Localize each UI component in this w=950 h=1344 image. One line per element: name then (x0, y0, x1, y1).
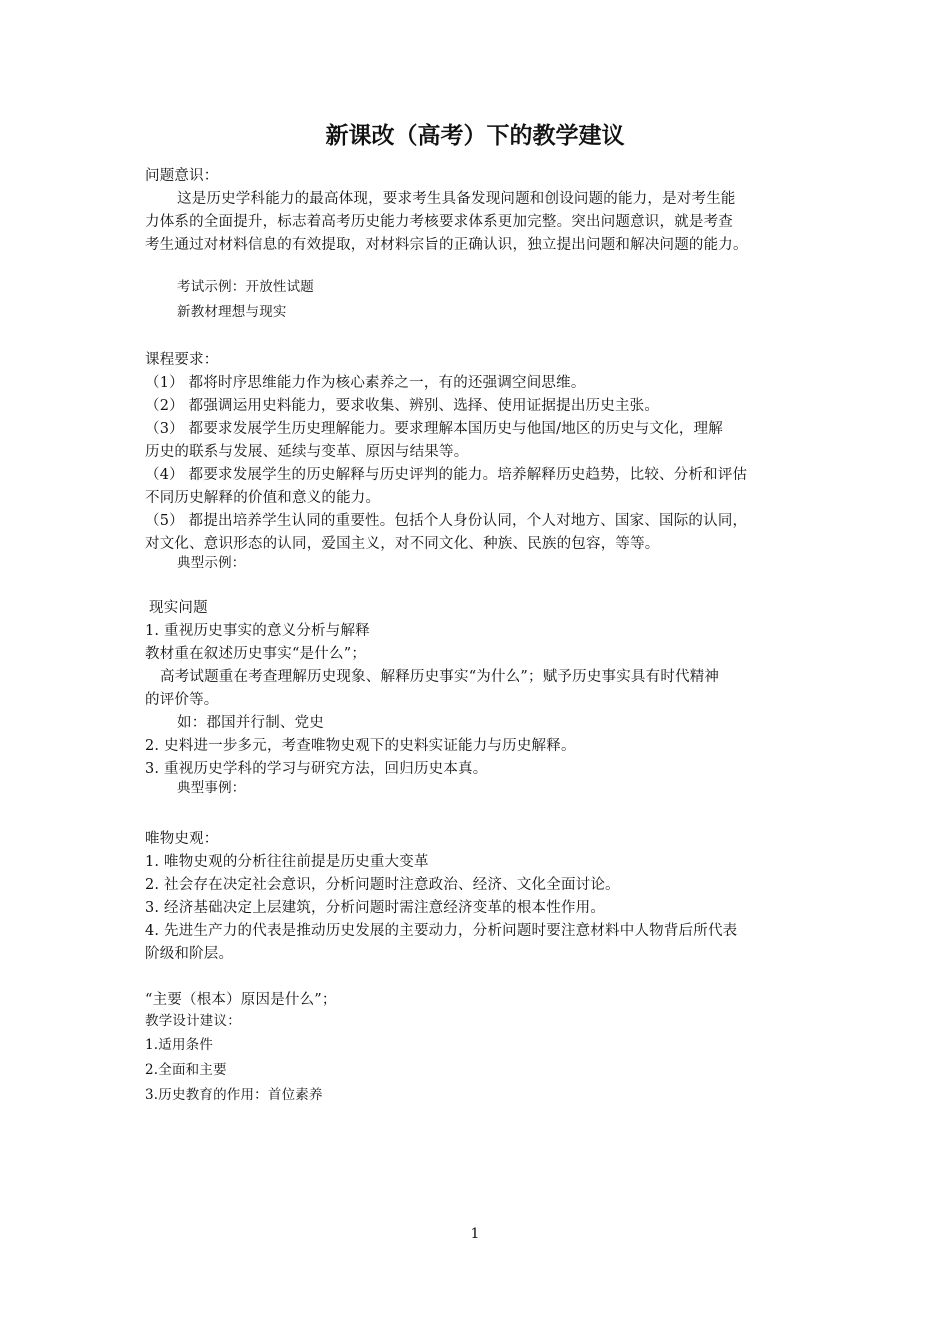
list-item: （5） 都提出培养学生认同的重要性。包括个人身份认同，个人对地方、国家、国际的认同， (145, 513, 748, 529)
section-heading-design: 教学设计建议： (145, 1013, 241, 1029)
paragraph-line: 的评价等。 (145, 692, 219, 708)
list-item: （2） 都强调运用史料能力，要求收集、辨别、选择、使用证据提出历史主张。 (145, 398, 660, 414)
exam-example-label: 考试示例：开放性试题 (177, 279, 314, 295)
list-item: 4. 先进生产力的代表是推动历史发展的主要动力，分析问题时要注意材料中人物背后所代表 (145, 923, 738, 939)
section-heading-reality: 现实问题 (149, 600, 208, 616)
quote-line: “主要（根本）原因是什么”； (145, 992, 337, 1008)
list-item: 3.历史教育的作用：首位素养 (145, 1087, 323, 1103)
paragraph-line: 高考试题重在考查理解历史现象、解释历史事实“为什么”；赋予历史事实具有时代精神 (160, 669, 720, 685)
list-item-continued: 不同历史解释的价值和意义的能力。 (145, 490, 381, 506)
list-item: 3. 重视历史学科的学习与研究方法，回归历史本真。 (145, 761, 488, 777)
paragraph-line: 教材重在叙述历史事实“是什么”； (145, 646, 367, 662)
list-item: 2. 社会存在决定社会意识，分析问题时注意政治、经济、文化全面讨论。 (145, 877, 620, 893)
section-heading-problem: 问题意识： (145, 168, 219, 184)
page-title: 新课改（高考）下的教学建议 (325, 122, 625, 149)
list-item: 2.全面和主要 (145, 1062, 227, 1078)
example-line: 如：郡国并行制、党史 (177, 715, 324, 731)
list-item: 1. 唯物史观的分析往往前提是历史重大变革 (145, 854, 429, 870)
list-item: （3） 都要求发展学生历史理解能力。要求理解本国历史与他国/地区的历史与文化，理解 (145, 421, 723, 437)
paragraph-line: 力体系的全面提升，标志着高考历史能力考核要求体系更加完整。突出问题意识，就是考查 (145, 214, 733, 230)
list-item-continued: 历史的联系与发展、延续与变革、原因与结果等。 (145, 444, 469, 460)
list-item: 3. 经济基础决定上层建筑，分析问题时需注意经济变革的根本性作用。 (145, 900, 606, 916)
list-item: 1. 重视历史事实的意义分析与解释 (145, 623, 370, 639)
section-heading-materialism: 唯物史观： (145, 831, 219, 847)
paragraph-line: 这是历史学科能力的最高体现，要求考生具备发现问题和创设问题的能力，是对考生能 (177, 191, 736, 207)
list-item: （1） 都将时序思维能力作为核心素养之一，有的还强调空间思维。 (145, 375, 586, 391)
list-item: 1.适用条件 (145, 1037, 214, 1053)
list-item: 2. 史料进一步多元，考查唯物史观下的史料实证能力与历史解释。 (145, 738, 576, 754)
section-heading-curriculum: 课程要求： (145, 352, 219, 368)
list-item: （4） 都要求发展学生的历史解释与历史评判的能力。培养解释历史趋势，比较、分析和评估 (145, 467, 748, 483)
typical-case-label: 典型事例： (177, 780, 246, 796)
list-item-continued: 阶级和阶层。 (145, 946, 234, 962)
page-number: 1 (470, 1226, 480, 1242)
textbook-note: 新教材理想与现实 (177, 304, 287, 320)
list-item-continued: 对文化、意识形态的认同，爱国主义，对不同文化、种族、民族的包容，等等。 (145, 536, 660, 552)
paragraph-line: 考生通过对材料信息的有效提取，对材料宗旨的正确认识，独立提出问题和解决问题的能力。 (145, 237, 748, 253)
typical-example-label: 典型示例： (177, 555, 246, 571)
